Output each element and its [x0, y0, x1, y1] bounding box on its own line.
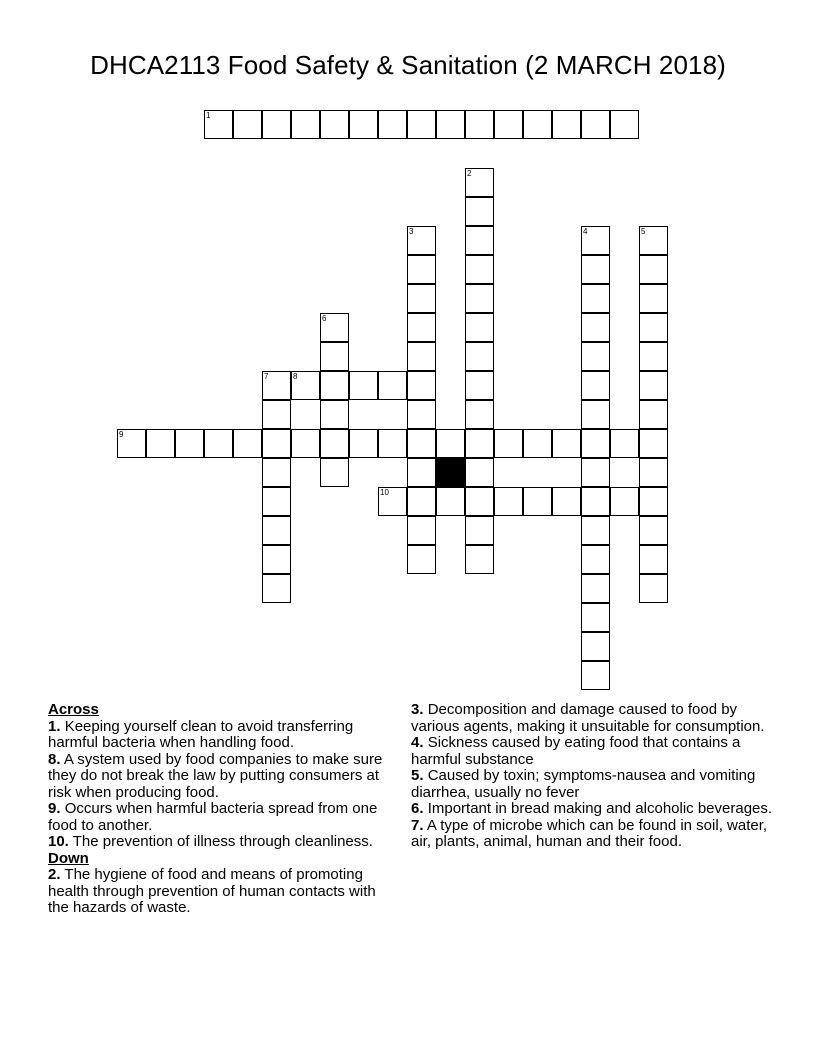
grid-cell[interactable] — [552, 429, 581, 458]
grid-cell[interactable] — [262, 545, 291, 574]
grid-cell[interactable] — [581, 371, 610, 400]
clue-number-label: 6 — [322, 314, 327, 323]
grid-cell[interactable] — [262, 110, 291, 139]
grid-cell[interactable] — [262, 429, 291, 458]
grid-cell[interactable] — [552, 487, 581, 516]
clue-text: Occurs when harmful bacteria spread from one food to another. — [48, 800, 378, 834]
grid-cell[interactable] — [465, 371, 494, 400]
grid-cell[interactable] — [639, 284, 668, 313]
clue-number-label: 2 — [467, 169, 472, 178]
grid-cell[interactable] — [407, 545, 436, 574]
grid-cell[interactable] — [494, 487, 523, 516]
grid-cell[interactable] — [639, 313, 668, 342]
grid-cell[interactable] — [175, 429, 204, 458]
grid-cell[interactable] — [262, 400, 291, 429]
grid-cell[interactable] — [581, 516, 610, 545]
grid-cell[interactable] — [639, 342, 668, 371]
clue-down-3 — [411, 702, 776, 735]
grid-cell[interactable] — [378, 429, 407, 458]
grid-cell[interactable] — [407, 458, 436, 487]
clue-number: 4. — [411, 734, 424, 751]
grid-cell[interactable] — [639, 226, 668, 255]
black-cell — [436, 458, 465, 487]
clue-number-label: 3 — [409, 227, 414, 236]
clue-text: Caused by toxin; symptoms-nausea and vomiting diarrhea, usually no fever — [411, 767, 756, 801]
grid-cell[interactable] — [639, 516, 668, 545]
clue-number: 9. — [48, 800, 61, 817]
clue-number-label: 5 — [641, 227, 646, 236]
clue-down-2 — [48, 867, 398, 917]
grid-cell[interactable] — [320, 429, 349, 458]
grid-cell[interactable] — [465, 516, 494, 545]
clue-down-7 — [411, 818, 776, 851]
grid-cell[interactable] — [407, 400, 436, 429]
clue-number: 2. — [48, 866, 61, 883]
grid-cell[interactable] — [494, 110, 523, 139]
grid-cell[interactable] — [610, 429, 639, 458]
clue-down-6 — [411, 801, 776, 818]
clue-text: The hygiene of food and means of promoting health through prevention of human contacts with the hazards of waste. — [48, 866, 376, 916]
grid-cell[interactable] — [465, 545, 494, 574]
grid-cell[interactable] — [523, 429, 552, 458]
grid-cell[interactable] — [581, 458, 610, 487]
grid-cell[interactable] — [465, 168, 494, 197]
grid-cell[interactable] — [407, 226, 436, 255]
clue-number-label: 8 — [293, 372, 298, 381]
clue-number: 1. — [48, 717, 61, 735]
clue-number-label: 10 — [380, 488, 389, 497]
grid-cell[interactable] — [639, 255, 668, 284]
grid-cell[interactable] — [581, 545, 610, 574]
grid-cell[interactable] — [581, 400, 610, 429]
grid-cell[interactable] — [639, 400, 668, 429]
clue-number: 3. — [411, 701, 424, 718]
down-heading: Down — [48, 849, 89, 867]
clue-text: Decomposition and damage caused to food by various agents, making it unsuitable for consumption. — [411, 701, 765, 735]
grid-cell[interactable] — [320, 458, 349, 487]
grid-cell[interactable] — [320, 400, 349, 429]
grid-cell[interactable] — [407, 110, 436, 139]
grid-cell[interactable] — [465, 313, 494, 342]
grid-cell[interactable] — [349, 371, 378, 400]
grid-cell[interactable] — [349, 110, 378, 139]
grid-cell[interactable] — [494, 429, 523, 458]
grid-cell[interactable] — [581, 632, 610, 661]
grid-cell[interactable] — [639, 487, 668, 516]
grid-cell[interactable] — [523, 110, 552, 139]
grid-cell[interactable] — [465, 400, 494, 429]
grid-cell[interactable] — [291, 371, 320, 400]
grid-cell[interactable] — [233, 110, 262, 139]
grid-cell[interactable] — [262, 371, 291, 400]
grid-cell[interactable] — [262, 516, 291, 545]
grid-cell[interactable] — [349, 429, 378, 458]
grid-cell[interactable] — [639, 371, 668, 400]
clue-number: 8. — [48, 750, 61, 768]
grid-cell[interactable] — [117, 429, 146, 458]
grid-cell[interactable] — [465, 342, 494, 371]
grid-cell[interactable] — [465, 110, 494, 139]
clue-text: A type of microbe which can be found in soil, water, air, plants, animal, human and their food. — [411, 816, 768, 850]
clue-across-1 — [48, 719, 398, 752]
grid-cell[interactable] — [407, 371, 436, 400]
clue-number-label: 7 — [264, 372, 269, 381]
grid-cell[interactable] — [581, 284, 610, 313]
clue-text: Sickness caused by eating food that contains a harmful substance — [411, 734, 741, 768]
page-title: DHCA2113 Food Safety & Sanitation (2 MARCH 2018) — [90, 50, 726, 80]
grid-cell[interactable] — [465, 197, 494, 226]
grid-cell[interactable] — [581, 661, 610, 690]
grid-cell[interactable] — [581, 110, 610, 139]
grid-cell[interactable] — [581, 255, 610, 284]
clue-number-label: 1 — [206, 111, 211, 120]
grid-cell[interactable] — [639, 429, 668, 458]
grid-cell[interactable] — [639, 574, 668, 603]
grid-cell[interactable] — [581, 574, 610, 603]
grid-cell[interactable] — [262, 458, 291, 487]
clue-number-label: 9 — [119, 430, 124, 439]
grid-cell[interactable] — [407, 255, 436, 284]
grid-cell[interactable] — [436, 487, 465, 516]
grid-cell[interactable] — [581, 429, 610, 458]
grid-cell[interactable] — [378, 487, 407, 516]
grid-cell[interactable] — [639, 545, 668, 574]
grid-cell[interactable] — [581, 226, 610, 255]
grid-cell[interactable] — [320, 110, 349, 139]
clue-across-8 — [48, 752, 398, 802]
clue-number: 5. — [411, 767, 424, 784]
grid-cell[interactable] — [465, 458, 494, 487]
grid-cell[interactable] — [581, 313, 610, 342]
grid-cell[interactable] — [320, 313, 349, 342]
clue-text: Keeping yourself clean to avoid transferring harmful bacteria when handling food. — [48, 717, 354, 751]
grid-cell[interactable] — [639, 458, 668, 487]
grid-cell[interactable] — [378, 371, 407, 400]
clue-across-9 — [48, 801, 398, 834]
grid-cell[interactable] — [610, 110, 639, 139]
grid-cell[interactable] — [465, 487, 494, 516]
clue-text: Important in bread making and alcoholic beverages. — [427, 800, 773, 817]
grid-cell[interactable] — [407, 342, 436, 371]
grid-cell[interactable] — [407, 284, 436, 313]
clue-down-4 — [411, 735, 776, 768]
grid-cell[interactable] — [581, 603, 610, 632]
clue-across-10 — [48, 834, 398, 851]
grid-cell[interactable] — [146, 429, 175, 458]
grid-cell[interactable] — [407, 429, 436, 458]
across-heading: Across — [48, 701, 99, 718]
grid-cell[interactable] — [291, 429, 320, 458]
grid-cell[interactable] — [262, 574, 291, 603]
clue-text: A system used by food companies to make sure they do not break the law by putting consumers at risk when producing food. — [48, 750, 383, 801]
clue-number-label: 4 — [583, 227, 588, 236]
grid-cell[interactable] — [465, 255, 494, 284]
clue-number: 7. — [411, 816, 424, 834]
grid-cell[interactable] — [436, 429, 465, 458]
grid-cell[interactable] — [465, 226, 494, 255]
grid-cell[interactable] — [378, 110, 407, 139]
grid-cell[interactable] — [552, 110, 581, 139]
grid-cell[interactable] — [581, 342, 610, 371]
grid-cell[interactable] — [262, 487, 291, 516]
grid-cell[interactable] — [204, 110, 233, 139]
grid-cell[interactable] — [320, 371, 349, 400]
grid-cell[interactable] — [407, 313, 436, 342]
grid-cell[interactable] — [291, 110, 320, 139]
grid-cell[interactable] — [523, 487, 552, 516]
clues-left-column — [48, 702, 398, 917]
clues-right-column — [411, 702, 776, 851]
grid-cell[interactable] — [610, 487, 639, 516]
grid-cell[interactable] — [465, 429, 494, 458]
grid-cell[interactable] — [407, 487, 436, 516]
grid-cell[interactable] — [465, 284, 494, 313]
clue-down-5 — [411, 768, 776, 801]
grid-cell[interactable] — [581, 487, 610, 516]
grid-cell[interactable] — [407, 516, 436, 545]
clue-text: The prevention of illness through cleanliness. — [72, 833, 373, 850]
clue-number: 10. — [48, 833, 69, 850]
grid-cell[interactable] — [233, 429, 262, 458]
grid-cell[interactable] — [436, 110, 465, 139]
grid-cell[interactable] — [204, 429, 233, 458]
grid-cell[interactable] — [320, 342, 349, 371]
clue-number: 6. — [411, 800, 424, 817]
